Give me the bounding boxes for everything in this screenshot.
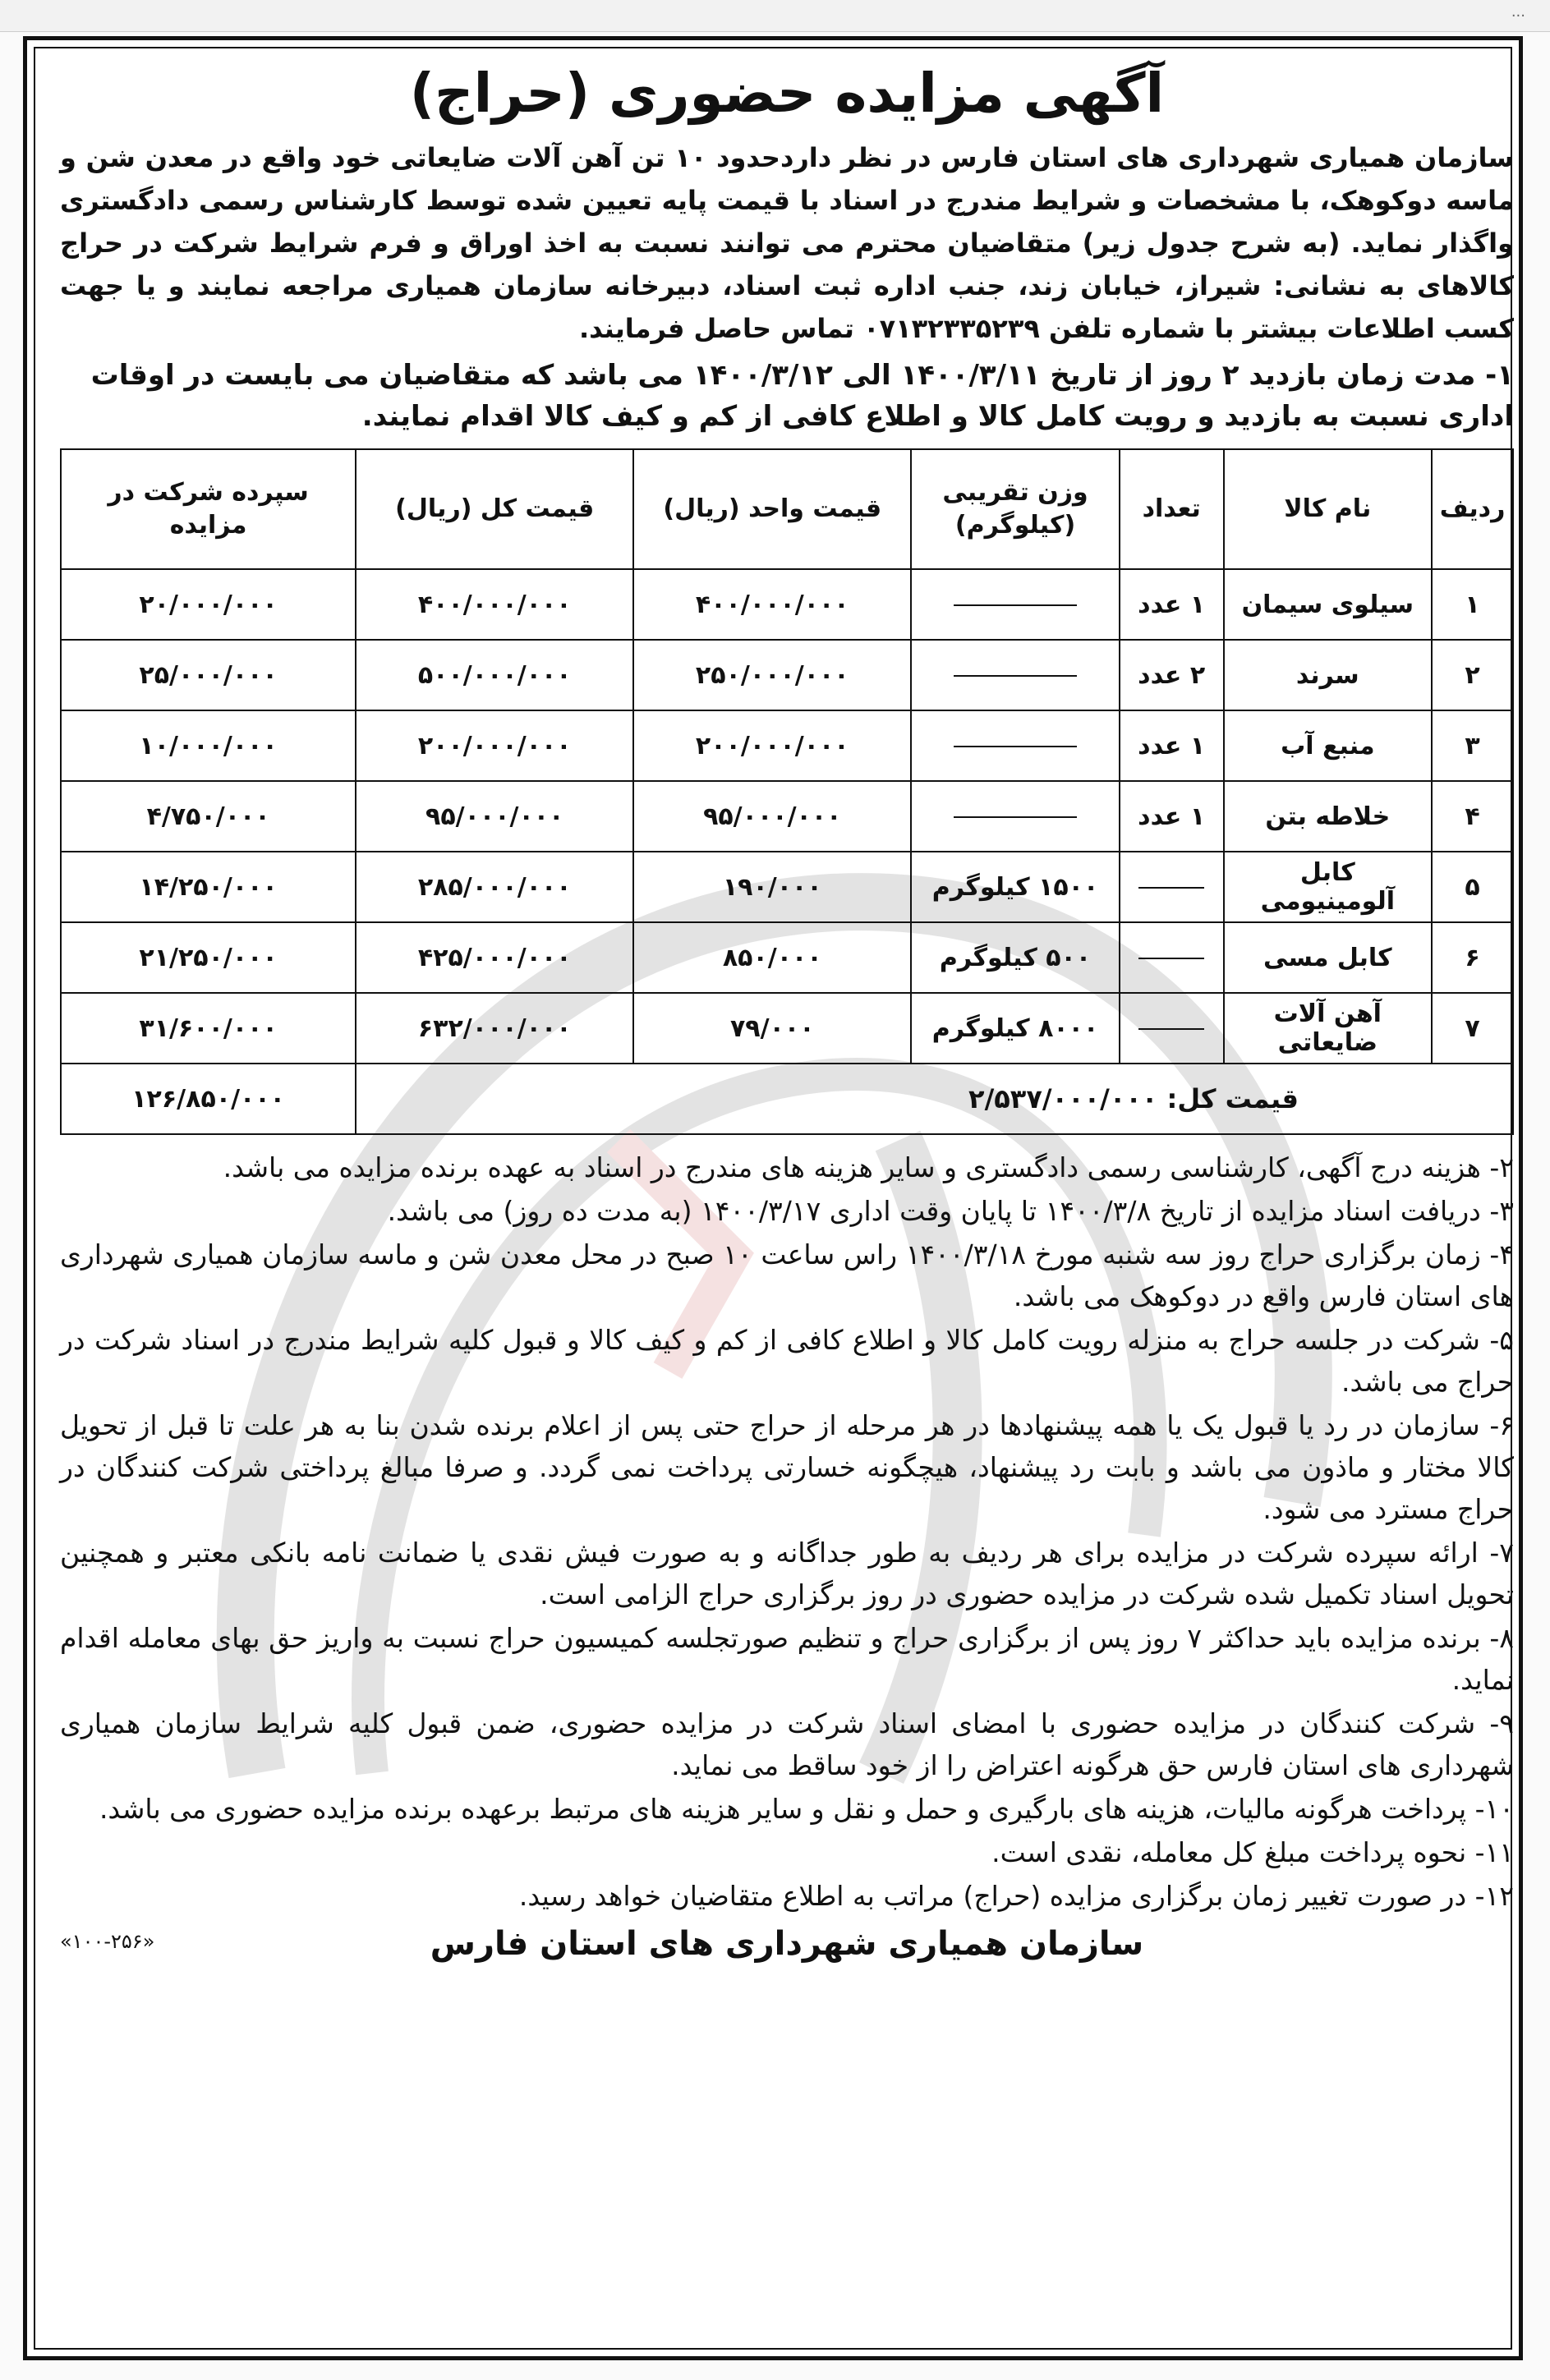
cell-name: آهن آلات ضایعاتی <box>1224 993 1433 1064</box>
clause-9: ۹- شرکت کنندگان در مزایده حضوری با امضای اسناد شرکت در مزایده حضوری، ضمن قبول کلیه شرایط سازمان همیاری شهرداری های استان فارس حق هرگونه اعتراض را از خود ساقط می نماید. <box>60 1707 1514 1781</box>
ad-frame <box>23 36 1523 2360</box>
cell-deposit: ۲۵/۰۰۰/۰۰۰ <box>61 640 356 710</box>
clause-12: ۱۲- در صورت تغییر زمان برگزاری مزایده (حراج) مراتب به اطلاع متقاضیان خواهد رسید. <box>518 1880 1514 1912</box>
items-table <box>60 448 1514 1135</box>
reference-code: «۱۰۰-۲۵۶» <box>60 1930 155 1953</box>
empty-dash <box>954 675 1077 677</box>
intro-text: سازمان همیاری شهرداری های استان فارس در نظر داردحدود ۱۰ تن آهن آلات ضایعاتی خود واقع در معدن شن و ماسه دوکوهک، با مشخصات و شرایط مندرج در اسناد با قیمت پایه تعیین شده توسط کارشناس رسمی دادگستری واگذار نماید. (به شرح جدول زیر) متقاضیان محترم می توانند نسبت به اخذ اوراق و فرم شرایط شرکت در حراج کالاهای به نشانی: شیراز، خیابان زند، جنب اداره ثبت اسناد، دبیرخانه سازمان همیاری مراجعه نمایند و یا <box>60 142 1515 301</box>
empty-dash <box>1138 1028 1204 1030</box>
cell-row: ۴ <box>1432 781 1513 852</box>
cell-deposit: ۳۱/۶۰۰/۰۰۰ <box>61 993 356 1064</box>
clause-10: ۱۰- پرداخت هرگونه مالیات، هزینه های بارگیری و حمل و نقل و سایر هزینه های مرتبط برعهده برنده مزایده حضوری می باشد. <box>99 1793 1514 1825</box>
clauses-list <box>60 1146 1514 1917</box>
header-deposit: سپرده شرکت در مزایده <box>61 449 356 569</box>
ad-title: آگهی مزایده حضوری (حراج) <box>409 62 1165 125</box>
table-row <box>61 993 1513 1064</box>
cell-weight <box>911 569 1120 640</box>
empty-dash <box>954 604 1077 606</box>
table-row <box>61 640 1513 710</box>
cell-total-price: ۹۵/۰۰۰/۰۰۰ <box>356 781 633 852</box>
header-weight: وزن تقریبی (کیلوگرم) <box>911 449 1120 569</box>
cell-count: ۱ عدد <box>1120 569 1224 640</box>
issuer-signature: سازمان همیاری شهرداری های استان فارس <box>430 1925 1144 1963</box>
cell-count: ۱ عدد <box>1120 710 1224 781</box>
table-row <box>61 781 1513 852</box>
empty-dash <box>954 816 1077 818</box>
cell-count <box>1120 852 1224 922</box>
empty-dash <box>1138 887 1204 889</box>
cell-total-price: ۵۰۰/۰۰۰/۰۰۰ <box>356 640 633 710</box>
cell-deposit: ۲۱/۲۵۰/۰۰۰ <box>61 922 356 993</box>
cell-unit-price: ۹۵/۰۰۰/۰۰۰ <box>633 781 911 852</box>
header-total-price: قیمت کل (ریال) <box>356 449 633 569</box>
cell-row: ۷ <box>1432 993 1513 1064</box>
cell-count: ۱ عدد <box>1120 781 1224 852</box>
cell-name: سیلوی سیمان <box>1224 569 1433 640</box>
cell-unit-price: ۲۰۰/۰۰۰/۰۰۰ <box>633 710 911 781</box>
cell-deposit: ۱۰/۰۰۰/۰۰۰ <box>61 710 356 781</box>
clause-5: ۵- شرکت در جلسه حراج به منزله رویت کامل کالا و اطلاع کافی از کم و کیف کالا و قبول کلیه شرایط مندرج در اسناد شرکت در حراج می باشد. <box>60 1324 1514 1398</box>
clause-2: ۲- هزینه درج آگهی، کارشناسی رسمی دادگستری و سایر هزینه های مندرج در اسناد به عهده برنده مزایده می باشد. <box>223 1151 1514 1183</box>
cell-row: ۱ <box>1432 569 1513 640</box>
table-row <box>61 710 1513 781</box>
cell-deposit: ۲۰/۰۰۰/۰۰۰ <box>61 569 356 640</box>
top-strip <box>0 0 1550 32</box>
cell-weight: ۸۰۰۰ کیلوگرم <box>911 993 1120 1064</box>
clause-6: ۶- سازمان در رد یا قبول یک یا همه پیشنهادها در هر مرحله از حراج حتی پس از اعلام برنده شدن بنا به هر علت تا قبل از تحویل کالا مختار و ماذون می باشد و بابت رد پیشنهاد، هیچگونه خسارتی پرداخت نمی گردد. و صرفا مبالغ پرداختی شرکت کنندگان در حراج مسترد می شود. <box>60 1409 1514 1525</box>
header-item-name: نام کالا <box>1224 449 1433 569</box>
cell-row: ۳ <box>1432 710 1513 781</box>
footer <box>60 1925 1514 1974</box>
ad-content <box>60 57 1514 1974</box>
clause-11: ۱۱- نحوه پرداخت مبلغ کل معامله، نقدی است. <box>991 1836 1514 1868</box>
cell-count <box>1120 922 1224 993</box>
cell-name: کابل مسی <box>1224 922 1433 993</box>
cell-name: سرند <box>1224 640 1433 710</box>
cell-count <box>1120 993 1224 1064</box>
cell-unit-price: ۸۵۰/۰۰۰ <box>633 922 911 993</box>
cell-total-price: ۴۲۵/۰۰۰/۰۰۰ <box>356 922 633 993</box>
cell-unit-price: ۷۹/۰۰۰ <box>633 993 911 1064</box>
cell-weight: ۱۵۰۰ کیلوگرم <box>911 852 1120 922</box>
cell-weight <box>911 640 1120 710</box>
cell-row: ۵ <box>1432 852 1513 922</box>
header-unit-price: قیمت واحد (ریال) <box>633 449 911 569</box>
cell-row: ۶ <box>1432 922 1513 993</box>
cell-name: کابل آلومینیومی <box>1224 852 1433 922</box>
cell-total-price: ۶۳۲/۰۰۰/۰۰۰ <box>356 993 633 1064</box>
table-row <box>61 852 1513 922</box>
top-strip-text: ... <box>1511 3 1525 21</box>
clause-4: ۴- زمان برگزاری حراج روز سه شنبه مورخ ۱۴۰۰/۳/۱۸ راس ساعت ۱۰ صبح در محل معدن شن و ماسه سازمان همیاری شهرداری های استان فارس واقع در دوکوهک می باشد. <box>60 1238 1515 1312</box>
empty-dash <box>1138 958 1204 959</box>
table-total-row <box>61 1064 1513 1134</box>
table-header-row <box>61 449 1513 569</box>
clause-1: ۱- مدت زمان بازدید ۲ روز از تاریخ ۱۴۰۰/۳/۱۱ الی ۱۴۰۰/۳/۱۲ می باشد که متقاضیان می بایست در اوقات اداری نسبت به بازدید و رویت کامل کالا و اطلاع کافی از کم و کیف کالا اقدام نمایند. <box>90 359 1514 433</box>
clause-7: ۷- ارائه سپرده شرکت در مزایده برای هر ردیف به طور جداگانه و به صورت فیش نقدی یا ضمانت نامه بانکی معتبر و همچنین تحویل اسناد تکمیل شده شرکت در مزایده حضوری در روز برگزاری حراج الزامی است. <box>60 1537 1514 1610</box>
total-deposit: ۱۲۶/۸۵۰/۰۰۰ <box>61 1064 356 1134</box>
cell-total-price: ۲۸۵/۰۰۰/۰۰۰ <box>356 852 633 922</box>
cell-weight: ۵۰۰ کیلوگرم <box>911 922 1120 993</box>
intro-contact: جهت کسب اطلاعات بیشتر با شماره تلفن ۰۷۱۳۲۳۳۵۲۳۹ تماس حاصل فرمایند. <box>60 270 1514 344</box>
cell-name: منبع آب <box>1224 710 1433 781</box>
empty-dash <box>954 746 1077 747</box>
table-row <box>61 922 1513 993</box>
cell-total-price: ۴۰۰/۰۰۰/۰۰۰ <box>356 569 633 640</box>
table-row <box>61 569 1513 640</box>
clause-8: ۸- برنده مزایده باید حداکثر ۷ روز پس از برگزاری حراج و تنظیم صورتجلسه کمیسیون حراج نسبت به واریز حق بهای معامله اقدام نماید. <box>60 1622 1515 1696</box>
total-price-label: قیمت کل: ۲/۵۳۷/۰۰۰/۰۰۰ <box>356 1064 1513 1134</box>
cell-unit-price: ۲۵۰/۰۰۰/۰۰۰ <box>633 640 911 710</box>
cell-unit-price: ۴۰۰/۰۰۰/۰۰۰ <box>633 569 911 640</box>
clause-3: ۳- دریافت اسناد مزایده از تاریخ ۱۴۰۰/۳/۸ تا پایان وقت اداری ۱۴۰۰/۳/۱۷ (به مدت ده روز) می باشد. <box>387 1195 1514 1227</box>
header-count: تعداد <box>1120 449 1224 569</box>
cell-name: خلاطه بتن <box>1224 781 1433 852</box>
cell-count: ۲ عدد <box>1120 640 1224 710</box>
cell-weight <box>911 710 1120 781</box>
header-row-number: ردیف <box>1432 449 1513 569</box>
cell-unit-price: ۱۹۰/۰۰۰ <box>633 852 911 922</box>
cell-deposit: ۴/۷۵۰/۰۰۰ <box>61 781 356 852</box>
cell-deposit: ۱۴/۲۵۰/۰۰۰ <box>61 852 356 922</box>
cell-weight <box>911 781 1120 852</box>
cell-total-price: ۲۰۰/۰۰۰/۰۰۰ <box>356 710 633 781</box>
cell-row: ۲ <box>1432 640 1513 710</box>
intro-paragraph <box>60 136 1514 350</box>
